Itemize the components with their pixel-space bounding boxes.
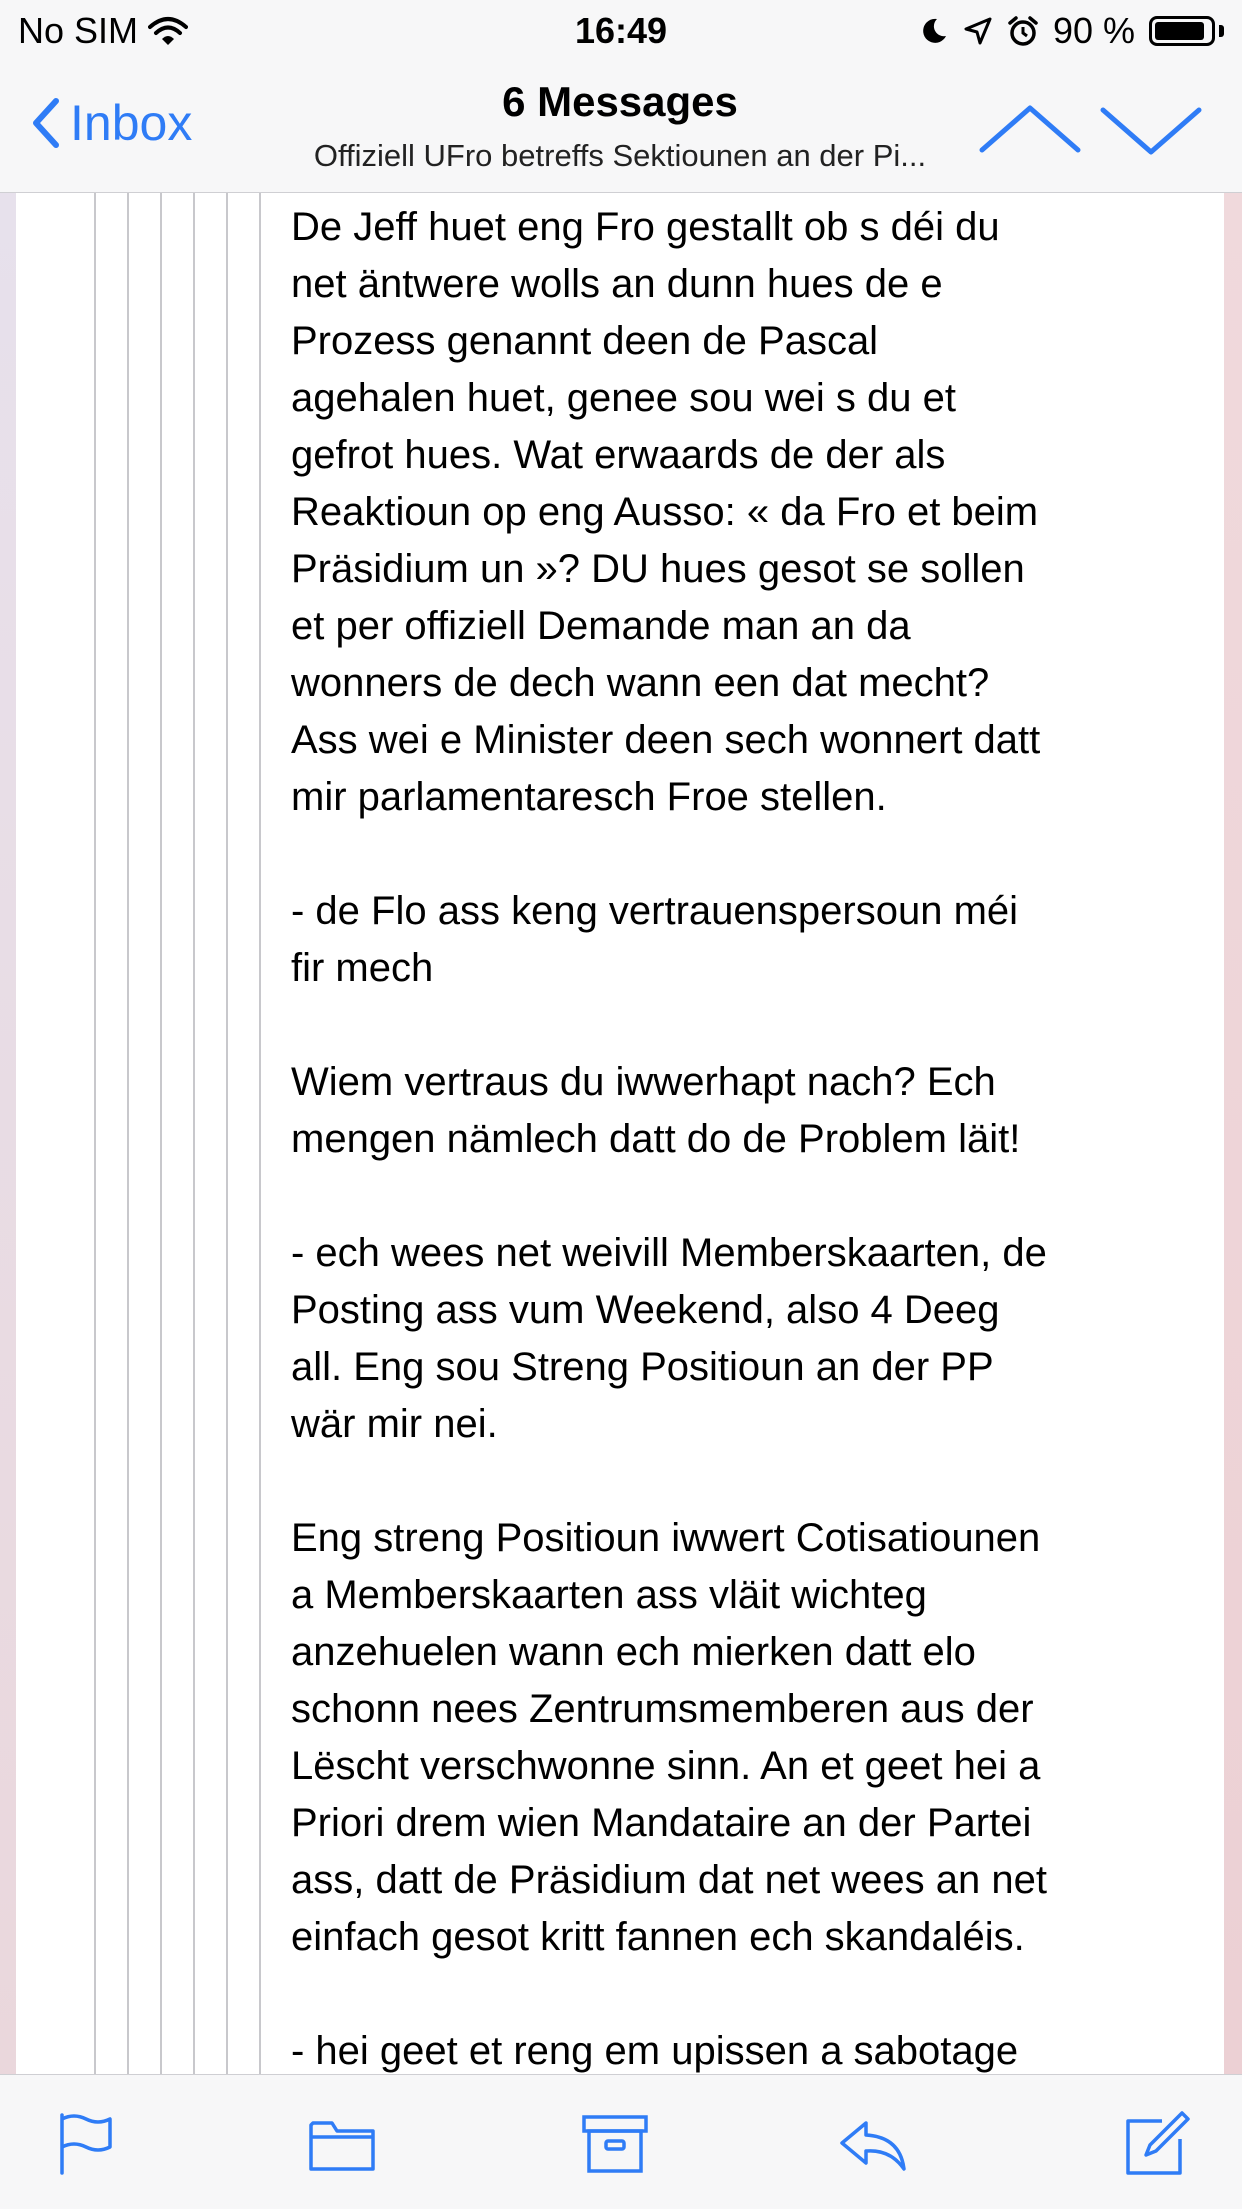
reply-icon[interactable] [838, 2109, 908, 2179]
battery-percent: 90 % [1052, 10, 1135, 51]
quote-level-line [259, 193, 261, 2074]
quote-level-line [226, 193, 228, 2074]
back-to-inbox-button[interactable] [32, 94, 192, 152]
carrier-label: No SIM [18, 10, 139, 51]
quote-level-line [193, 193, 195, 2074]
compose-icon[interactable] [1122, 2109, 1192, 2179]
message-body: De Jeff huet eng Fro gestallt ob s déi du net äntwere wolls an dunn hues de e Prozess genannt deen de Pascal agehalen huet, genee sou wei s du et gefrot hues. Wat erwaards de der als Reaktioun op eng Ausso: « da Fro et beim Präsidium un »? DU hues gesot se sollen et per offiziell Demande man an da wonners de dech wann een dat mecht? Ass wei e Minister deen sech wonnert datt mir parlamentaresch Froe stellen. - de Flo ass keng vertrauenspersoun méi fir mech Wiem vertraus du iwwerhapt nach? Ech mengen nämlech datt do de Problem läit! - ech wees net weivill Memberskaarten, de Posting ass vum Weekend, also 4 Deeg all. Eng sou Streng Positioun an der PP wär mir nei. Eng streng Positioun iwwert Cotisatiounen a Memberskaarten ass vläit wichteg anzehuelen wann ech mierken datt elo schonn nees Zentrumsmemberen aus der Lëscht verschwonne sinn. An et geet hei a Priori drem wien Mandataire an der Partei ass, datt de Präsidium dat net wees an net einfach gesot kritt fannen ech skandaléis. - hei geet et reng em upissen a sabotage [291, 205, 1047, 2073]
previous-message-button[interactable] [975, 100, 1085, 160]
previous-message-edge [0, 193, 16, 2074]
flag-icon[interactable] [48, 2109, 118, 2179]
quote-level-line [94, 193, 96, 2074]
alarm-icon [1007, 15, 1039, 47]
status-time: 16:49 [574, 10, 668, 51]
thread-subject: Offiziell UFro betreffs Sektiounen an der Pi... [313, 138, 927, 173]
battery-cap [1219, 25, 1224, 37]
status-right [919, 10, 1224, 52]
chevron-left-icon [32, 97, 60, 149]
battery-icon [1149, 16, 1215, 46]
thread-title: 6 Messages [502, 78, 738, 125]
status-bar [0, 0, 1242, 62]
archive-icon[interactable] [580, 2109, 650, 2179]
bottom-toolbar [0, 2074, 1242, 2209]
moon-icon [919, 16, 949, 46]
message-content[interactable] [0, 193, 1242, 2074]
quote-level-line [160, 193, 162, 2074]
next-message-button[interactable] [1096, 100, 1206, 160]
battery-fill [1155, 22, 1204, 40]
back-label: Inbox [70, 95, 193, 151]
location-arrow-icon [963, 16, 993, 46]
quote-level-line [127, 193, 129, 2074]
nav-bar [0, 62, 1242, 193]
folder-icon[interactable] [307, 2109, 377, 2179]
next-message-edge [1224, 193, 1242, 2074]
